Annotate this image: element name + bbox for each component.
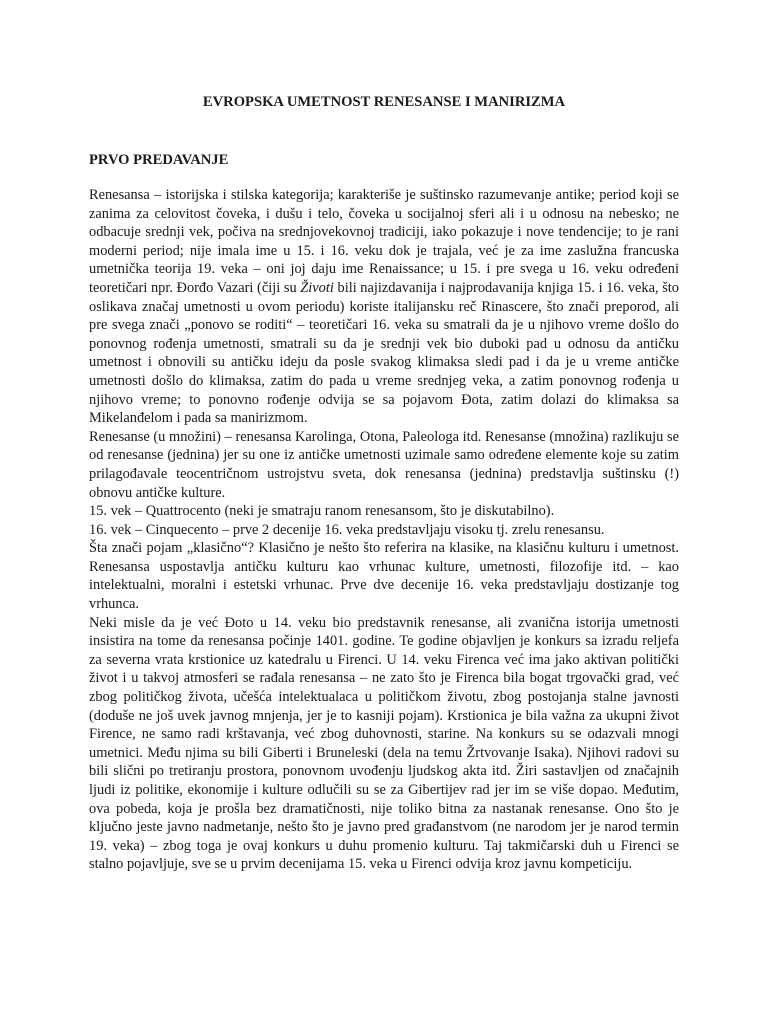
paragraph-renesansa	[89, 186, 679, 428]
section-heading: PRVO PREDAVANJE	[89, 152, 229, 168]
paragraph-text: Renesansa – istorijska i stilska kategorija; karakteriše je suštinsko razumevanje antike; period koji se zanima za celovitost čoveka, i dušu i telo, čoveka u socijalnoj sferi ali i u odnosu na nebesko; ne odbacuje srednji vek, počiva na srednjovekovnoj tradiciji, iako pokazuje i nove tendencije; to je rani moderni period; nije imala ime u 15. i 16. veku dok je trajala, već je za ime zaslužna francuska umetnička teorija 19. veka – oni joj daju ime Renaissance; u 15. i pre svega u 16. veku određeni teoretičari npr. Đorđo Vazari (čiji su	[89, 187, 679, 296]
paragraph-quattrocento: 15. vek – Quattrocento (neki je smatraju ranom renesansom, što je diskutabilno).	[89, 503, 555, 520]
paragraph-konkurs-1401: Neki misle da je već Đoto u 14. veku bio predstavnik renesanse, ali zvanična istorija umetnosti insistira na tome da renesansa počinje 1401. godine. Te godine objavljen je konkurs sa izradu reljefa za severna vrata krstionice uz katedralu u Firenci. U 14. veku Firenca već ima jako aktivan politički život i u takvoj atmosferi se rađala renesansa – ne zato što je Firenca bila bogat trgovački grad, već zbog političkog života, učešća intelektualaca u političkom životu, zbog postojanja stalne javnosti (doduše ne još uvek javnog mnjenja, jer je to kasniji pojam). Krstionica je bila važna za ukupni život Firence, ne samo radi krštavanja, već zbog duhovnosti, starine. Na konkurs su se odazvali mnogi umetnici. Među njima su bili Giberti i Bruneleski (dela na temu Žrtvovanje Isaka). Njihovi radovi su bili slični po tretiranju prostora, ponovnom uvođenju ljudskog akta itd. Žiri sastavljen od značajnih ljudi iz politike, ekonomije i kulture odlučili su se za Gibertijev rad jer im se više dopao. Međutim, ova pobeda, koja je prošla bez dramatičnosti, nije toliko bitna za nastanak renesanse. Ono što je ključno jeste javno nadmetanje, nešto što je javno pred građanstvom (ne narodom jer je narod termin 19. veka) – zbog toga je ovaj konkurs u duhu promenio kulturu. Taj takmičarski duh u Firenci se stalno pojavljuje, sve se u prvim decenijama 15. veka u Firenci odvija kroz javnu kompeticiju.	[89, 614, 679, 873]
paragraph-renesanse-plural: Renesanse (u množini) – renesansa Karolinga, Otona, Paleologa itd. Renesanse (množina) razlikuju se od renesanse (jednina) jer su one iz antičke umetnosti uzimale samo određene elemente koje su zatim prilagođavale teocentričnom ustrojstvu sveta, dok renesansa (jednina) predstavlja suštinsku (!) obnovu antičke kulture.	[89, 428, 679, 501]
paragraph-klasicno: Šta znači pojam „klasično“? Klasično je nešto što referira na klasike, na klasičnu kulturu i umetnost. Renesansa uspostavlja antičku kulturu kao vrhunac kulture, umetnosti, filozofije itd. – kao intelektualni, moralni i estetski vrhunac. Prve dve decenije 16. veka predstavljaju dostizanje tog vrhunca.	[89, 540, 679, 613]
body-text	[89, 186, 679, 874]
italic-book-title: Životi	[300, 279, 334, 296]
paragraph-text: bili najizdavanija i najprodavanija knjiga 15. i 16. veka, što oslikava značaj umetnosti u ovom periodu) koriste italijansku reč Rinascere, što znači preporod, ali pre svega znači „ponovo se roditi“ – teoretičari 16. veka su smatrali da je u njihovo vreme došlo do ponovnog rođenja umetnosti, smatrali su da je srednji vek bio duboki pad u odnosu da antičku umetnost i obnovili su antičku ideju da posle svakog klimaksa sledi pad i da je u vreme antičke umetnosti došlo do klimaksa, zatim do pada u vreme srednjeg veka, a zatim ponovnog rođenja u njihovo vreme; to ponovno rođenje odvija se sa pojavom Đota, zatim dolazi do klimaksa sa Mikelanđelom i pada sa manirizmom.	[89, 279, 680, 427]
paragraph-cinquecento: 16. vek – Cinquecento – prve 2 decenije 16. veka predstavljaju visoku tj. zrelu renesansu.	[89, 521, 605, 538]
document-title: EVROPSKA UMETNOST RENESANSE I MANIRIZMA	[202, 94, 566, 110]
